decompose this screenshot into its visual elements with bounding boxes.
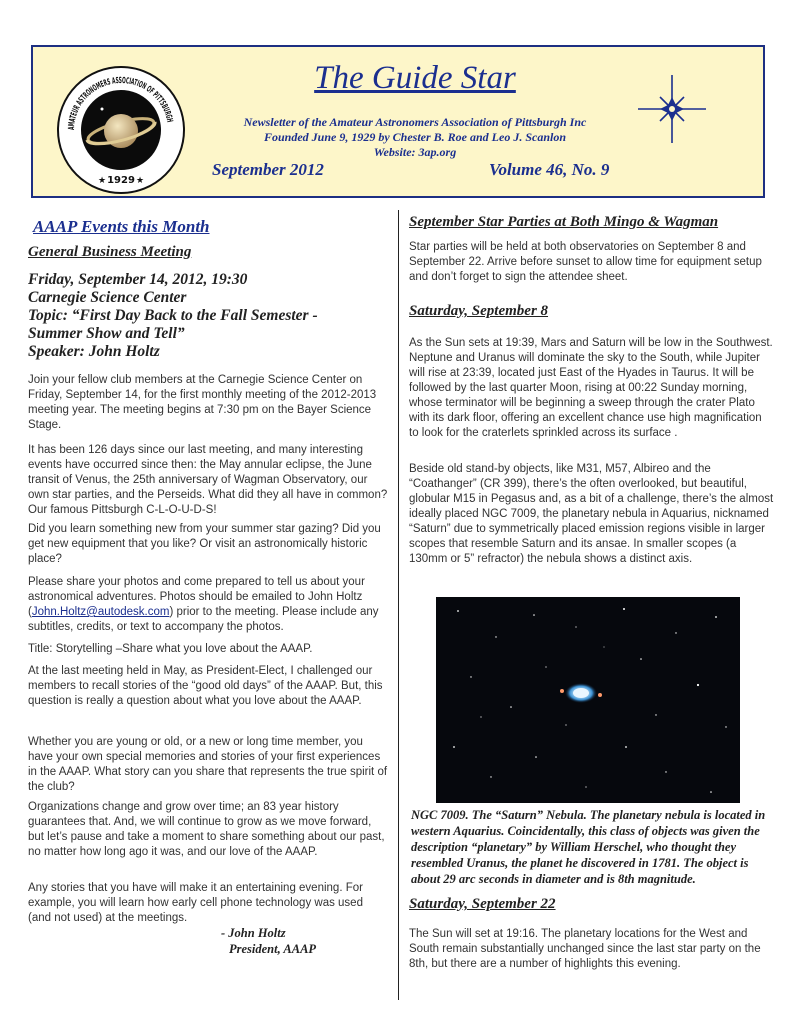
signature-title: President, AAAP <box>229 942 317 956</box>
meeting-line: Speaker: John Holtz <box>28 343 160 360</box>
meeting-line: Topic: “First Day Back to the Fall Semester - <box>28 307 318 324</box>
paragraph: Beside old stand-by objects, like M31, M57, Albireo and the “Coathanger” (CR 399), there’s the often overlooked, but beautiful, globular M15 in Pegasus and, as a bit of a challenge, there’s the almost ideally placed NGC 7009, the planetary nebula in Aquarius, nicknamed “Saturn” due to symmetrically placed emission regions visible in larger scopes that resemble Saturn and its ansae. In smaller scopes (a 130mm or 5” refractor) the nebula shows a distinct axis. <box>409 463 774 565</box>
subtitle-line-1: Newsletter of the Amateur Astronomers Association of Pittsburgh Inc <box>243 115 587 129</box>
paragraph: The Sun will set at 19:16. The planetary locations for the West and South remain substantially unchanged since the last star party on the 8th, but there are a number of highlights this evening. <box>409 928 761 970</box>
logo-year: 1929 <box>107 175 135 186</box>
signature-name: - John Holtz <box>221 926 286 940</box>
star-parties-title: September Star Parties at Both Mingo & Wagman <box>409 214 719 230</box>
logo-arc-text: AMATEUR ASTRONOMERS ASSOCIATION OF PITTSBURGH <box>66 75 175 131</box>
events-section-title: AAAP Events this Month <box>33 217 210 236</box>
paragraph: Title: Storytelling –Share what you love about the AAAP. <box>28 643 313 655</box>
paragraph: At the last meeting held in May, as President-Elect, I challenged our members to recall stories of the “good old days” of the AAAP. But, this question is really a question about what you love about the AAAP. <box>28 665 383 707</box>
email-link[interactable]: John.Holtz@autodesk.com <box>31 606 170 618</box>
svg-text:★: ★ <box>136 176 145 186</box>
meeting-line: Carnegie Science Center <box>28 289 187 306</box>
photos-paragraph <box>28 575 388 635</box>
column-divider <box>398 210 399 1000</box>
meeting-heading: General Business Meeting <box>28 244 192 260</box>
paragraph: Did you learn something new from your summer star gazing? Did you get new equipment that you like? Or visit an astronomically historic place? <box>28 523 381 565</box>
nebula-image <box>436 597 740 803</box>
subtitle-line-2: Founded June 9, 1929 by Chester B. Roe and Leo J. Scanlon <box>263 130 567 144</box>
paragraph: Organizations change and grow over time; an 83 year history guarantees that. And, we will continue to grow as we move forward, but let’s pause and take a moment to share something about our past, no matter how long ago it was, and our love of the AAAP. <box>28 801 385 858</box>
september-22-title: Saturday, September 22 <box>409 896 556 912</box>
website-line: Website: 3ap.org <box>373 145 457 159</box>
guide-star-icon <box>638 75 706 143</box>
paragraph: Whether you are young or old, or a new or long time member, you have your own special memories and stories of your first experiences in the AAAP. What story can you share that represents the true spirit of the club? <box>28 736 388 793</box>
meeting-line: Friday, September 14, 2012, 19:30 <box>28 271 248 288</box>
meeting-details <box>28 271 388 361</box>
paragraph: Any stories that you have will make it an entertaining evening. For example, you will learn how early cell phone technology was used (and not used) at the meetings. <box>28 882 363 924</box>
paragraph: As the Sun sets at 19:39, Mars and Saturn will be low in the Southwest. Neptune and Uranus will dominate the sky to the South, while Jupiter will rise at 23:39, located just East of the Hyades in Taurus. It will be followed by the last quarter Moon, rising at 00:22 Sunday morning, whose terminator will be beginning a sweep through the crater Plato with its dark floor, offering an excellent chance use high magnification to look for the craterlets sprinkled across its surface . <box>409 337 773 439</box>
svg-text:★: ★ <box>98 176 107 186</box>
photo-caption: NGC 7009. The “Saturn” Nebula. The planetary nebula is located in western Aquarius. Coincidentally, this class of objects was given the description “planetary” by William Herschel, who thought they resembled Uranus, the planet he discovered in 1781. The object is about 29 arc seconds in diameter and is 8th magnitude. <box>411 808 766 886</box>
issue-volume: Volume 46, No. 9 <box>489 160 610 179</box>
meeting-line: Summer Show and Tell” <box>28 325 185 342</box>
photos-text: Please share your photos and come prepared to tell us about your astronomical adventures. Photos should be emailed to John Holtz ( <box>28 576 365 618</box>
aaap-logo <box>56 65 186 195</box>
newsletter-title: The Guide Star <box>314 60 516 96</box>
ngc7009-photo <box>436 597 740 803</box>
issue-date: September 2012 <box>212 160 324 179</box>
paragraph: Join your fellow club members at the Carnegie Science Center on Friday, September 14, for the first monthly meeting of the 2012-2013 meeting year. The meeting begins at 7:30 pm on the Bayer Science Stage. <box>28 374 377 431</box>
paragraph: Star parties will be held at both observatories on September 8 and September 22. Arrive before sunset to allow time for equipment setup and don’t forget to sign the attendee sheet. <box>409 241 762 283</box>
paragraph: It has been 126 days since our last meeting, and many interesting events have occurred since then: the May annular eclipse, the June transit of Venus, the 25th anniversary of Wagman Observatory, our own star parties, and the Perseids. What did they all have in common? Our famous Pittsburgh C-L-O-U-D-S! <box>28 444 388 516</box>
photos-text: ) prior to the meeting. Please include any subtitles, credits, or text to accompany the photos. <box>28 606 379 633</box>
september-8-title: Saturday, September 8 <box>409 303 549 319</box>
